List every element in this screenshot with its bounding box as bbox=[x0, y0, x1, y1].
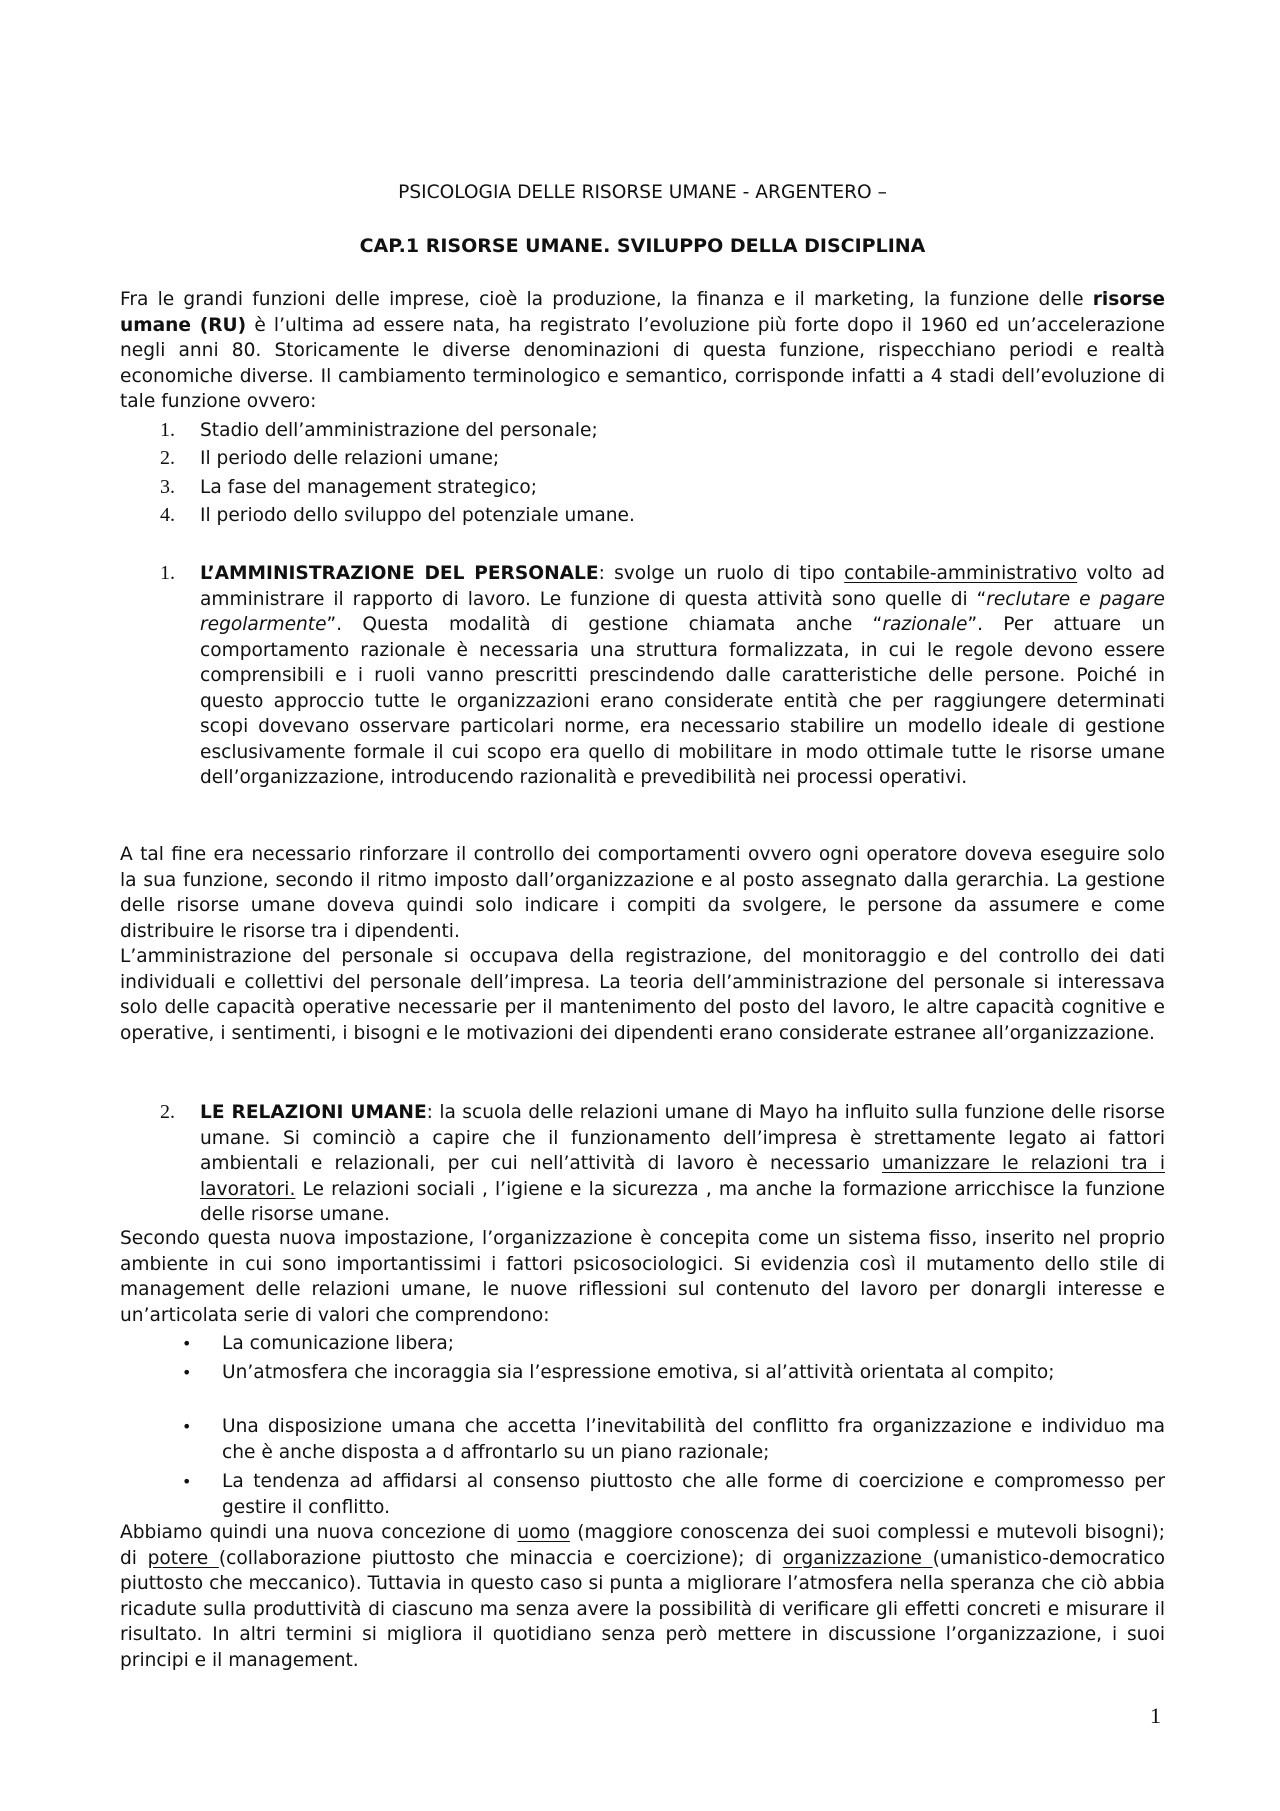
italic-quote: razionale bbox=[882, 614, 968, 635]
underlined-term: uomo bbox=[517, 1522, 571, 1543]
document-title: PSICOLOGIA DELLE RISORSE UMANE - ARGENTERO – bbox=[398, 182, 887, 203]
bullet-item: La tendenza ad affidarsi al consenso piuttosto che alle forme di coercizione e compromesso per gestire il conflitto. bbox=[222, 1471, 1165, 1518]
chapter-heading: CAP.1 RISORSE UMANE. SVILUPPO DELLA DISCIPLINA bbox=[359, 235, 926, 257]
bullet-item: Un’atmosfera che incoraggia sia l’espressione emotiva, si al’attività orientata al compito; bbox=[222, 1362, 1055, 1383]
bullet-icon: • bbox=[182, 1417, 192, 1436]
bullet-icon: • bbox=[182, 1334, 192, 1353]
section2-paragraph-2: Secondo questa nuova impostazione, l’organizzazione è concepita come un sistema fisso, inserito nel proprio ambiente in cui sono importantissimi i fattori psicosociologici. Si evidenzia così il mutamento dello stile di management delle relazioni umane, le nuove riflessioni sul contenuto del lavoro per donargli interesse e un’articolata serie di valori che comprendono: bbox=[120, 1228, 1165, 1326]
section1-paragraph-3: L’amministrazione del personale si occupava della registrazione, del monitoraggio e del controllo dei dati individuali e collettivi del personale dell’impresa. La teoria dell’amministrazione del personale si interessava solo delle capacità operative necessarie per il mantenimento del posto del lavoro, le altre capacità cognitive e operative, i sentimenti, i bisogni e le motivazioni dei dipendenti erano considerate estranee all’organizzazione. bbox=[120, 946, 1165, 1044]
section-number: 1. bbox=[160, 562, 175, 584]
text: (maggiore conoscenza dei suoi complessi e mutevoli bisogni); di bbox=[120, 1522, 1165, 1569]
underlined-term: contabile-amministrativo bbox=[844, 563, 1078, 584]
list-number: 1. bbox=[160, 419, 175, 441]
list-item: Il periodo delle relazioni umane; bbox=[200, 448, 500, 469]
text: : svolge un ruolo di tipo bbox=[598, 563, 845, 584]
bullet-icon: • bbox=[182, 1363, 192, 1382]
text: Le relazioni sociali , l’igiene e la sicurezza , ma anche la formazione arricchisce la funzione delle risorse umane. bbox=[200, 1178, 1165, 1225]
list-number: 4. bbox=[160, 504, 175, 526]
bold-term: risorse umane (RU) bbox=[120, 289, 1165, 336]
text: (umanistico-democratico piuttosto che meccanico). Tuttavia in questo caso si punta a migliorare l’atmosfera nella speranza che ciò abbia ricadute sulla produttività di ciascuno ma senza avere la possibilità di verificare gli effetti concreti e misurare il risultato. In altri termini si migliora il quotidiano senza però mettere in discussione l’organizzazione, i suoi principi e il management. bbox=[120, 1547, 1165, 1671]
section1-heading: L’AMMINISTRAZIONE DEL PERSONALE bbox=[200, 563, 599, 584]
section2-paragraph-3 bbox=[120, 1520, 1165, 1673]
underlined-term: organizzazione bbox=[782, 1547, 933, 1569]
bullet-icon: • bbox=[182, 1472, 192, 1491]
list-item: Il periodo dello sviluppo del potenziale umane. bbox=[200, 505, 635, 526]
section1-paragraph-2: A tal fine era necessario rinforzare il controllo dei comportamenti ovvero ogni operatore doveva eseguire solo la sua funzione, secondo il ritmo imposto dall’organizzazione e al posto assegnato dalla gerarchia. La gestione delle risorse umane doveva quindi solo indicare i compiti da svolgere, le persone da assumere e come distribuire le risorse tra i dipendenti. bbox=[120, 844, 1165, 942]
text: : la scuola delle relazioni umane di Mayo ha influito sulla funzione delle risorse umane. Si cominciò a capire che il funzionamento dell’impresa è strettamente legato ai fattori ambientali e relazionali, per cui nell’attività di lavoro è necessario bbox=[200, 1102, 1165, 1174]
list-item: La fase del management strategico; bbox=[200, 477, 538, 498]
section1-paragraph bbox=[200, 561, 1165, 791]
italic-quote: reclutare e pagare regolarmente bbox=[200, 588, 1165, 635]
bullet-item: La comunicazione libera; bbox=[222, 1333, 455, 1354]
text: volto ad amministrare il rapporto di lavoro. Le funzione di questa attività sono quelle di “ bbox=[200, 563, 1165, 610]
intro-paragraph bbox=[120, 287, 1165, 415]
page-number: 1 bbox=[1150, 1703, 1161, 1728]
text: ”. Questa modalità di gestione chiamata anche “ bbox=[326, 614, 883, 635]
text: è l’ultima ad essere nata, ha registrato l’evoluzione più forte dopo il 1960 ed un’accelerazione negli anni 80. Storicamente le diverse denominazioni di questa funzione, rispecchiano periodi e realtà economiche diverse. Il cambiamento terminologico e semantico, corrisponde infatti a 4 stadi dell’evoluzione di tale funzione ovvero: bbox=[120, 314, 1165, 412]
list-number: 3. bbox=[160, 476, 175, 498]
underlined-term: potere bbox=[147, 1547, 219, 1569]
section2-heading: LE RELAZIONI UMANE bbox=[200, 1102, 427, 1123]
text: Fra le grandi funzioni delle imprese, cioè la produzione, la finanza e il marketing, la funzione delle bbox=[120, 289, 1093, 310]
list-item: Stadio dell’amministrazione del personale; bbox=[200, 420, 598, 441]
text: (collaborazione piuttosto che minaccia e coercizione); di bbox=[218, 1547, 783, 1569]
text: Abbiamo quindi una nuova concezione di bbox=[120, 1522, 518, 1543]
list-number: 2. bbox=[160, 447, 175, 469]
section-number: 2. bbox=[160, 1101, 175, 1123]
underlined-term: umanizzare le relazioni tra i lavoratori. bbox=[200, 1153, 1165, 1200]
section2-paragraph bbox=[200, 1100, 1165, 1228]
bullet-item: Una disposizione umana che accetta l’inevitabilità del conflitto fra organizzazione e individuo ma che è anche disposta a d affrontarlo su un piano razionale; bbox=[222, 1416, 1165, 1463]
text: ”. Per attuare un comportamento razionale è necessaria una struttura formalizzata, in cui le regole devono essere comprensibili e i ruoli vanno prescritti prescindendo dalle caratteristiche delle persone. Poiché in questo approccio tutte le organizzazioni erano considerate entità che per raggiungere determinati scopi dovevano osservare particolari norme, era necessario stabilire un modello ideale di gestione esclusivamente formale il cui scopo era quello di mobilitare in modo ottimale tutte le risorse umane dell’organizzazione, introducendo razionalità e prevedibilità nei processi operativi. bbox=[200, 614, 1165, 788]
